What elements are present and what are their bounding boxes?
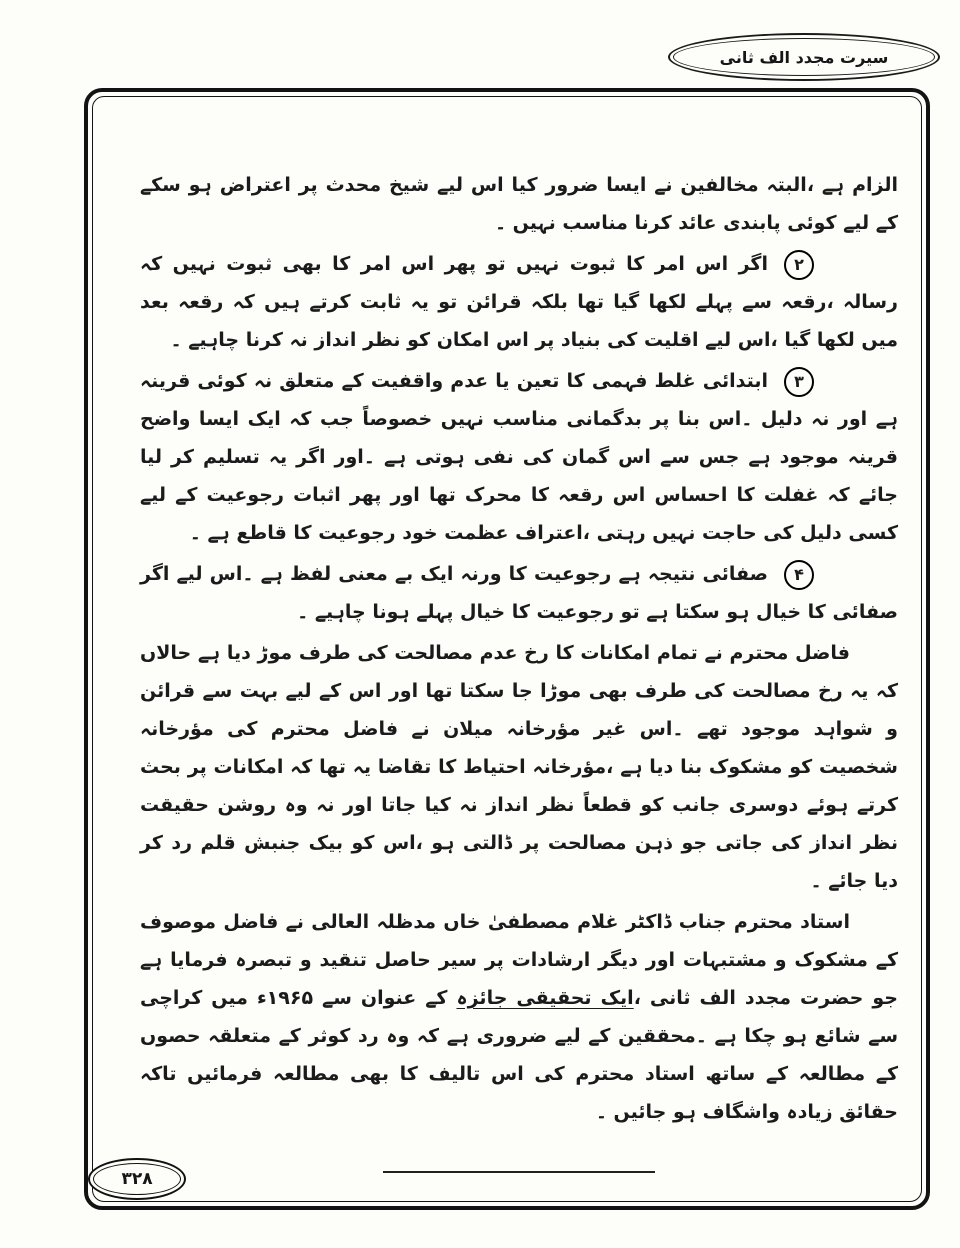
item-text-4: صفائی نتیجہ ہے رجوعیت کا ورنہ ایک بے معنی لفظ ہے ۔اس لیے اگر صفائی کا خیال ہو سکتا ہے تو رجوعیت کا خیال پہلے ہونا چاہیے ۔ [140,563,898,623]
body-text [140,166,898,1173]
item-number-badge-4: ۴ [784,560,814,590]
book-title: سیرت مجدد الف ثانی [673,38,935,76]
item-number-badge-3: ۳ [784,367,814,397]
intro-paragraph: الزام ہے ،البتہ مخالفین نے ایسا ضرور کیا اس لیے شیخ محدث پر اعتراض ہو سکے کے لیے کوئی پابندی عائد کرنا مناسب نہیں ۔ [140,174,898,234]
closing-paragraph-2 [140,903,898,1131]
item-text-2: اگر اس امر کا ثبوت نہیں تو پھر اس امر کا بھی ثبوت نہیں کہ رسالہ ،رقعہ سے پہلے لکھا گیا تھا بلکہ قرائن تو یہ ثابت کرتے ہیں کہ رقعہ بعد میں لکھا گیا ،اس لیے اقلیت کی بنیاد پر اس امکان کو نظر انداز نہ کرنا چاہیے ۔ [140,253,898,351]
list-item-3 [140,362,898,552]
separator-rule [383,1171,655,1173]
page-number-badge [88,1158,186,1200]
book-title-cartouche [668,33,940,81]
page-number: ۳۲۸ [93,1163,181,1195]
closing-paragraph-2-continuation: کے عنوان سے ۱۹۶۵ء میں کراچی سے شائع ہو چکا ہے ۔محققین کے لیے ضروری ہے کہ وہ رد کوثر کے متعلقہ حصوں کے مطالعہ کے ساتھ استاد محترم کی اس تالیف کا بھی مطالعہ فرمائیں تاکہ حقائق زیادہ واشگاف ہو جائیں ۔ [140,987,898,1123]
item-number-badge-2: ۲ [784,250,814,280]
list-item-4 [140,555,898,631]
closing-paragraph-1: فاضل محترم نے تمام امکانات کا رخ عدم مصالحت کی طرف موڑ دیا ہے حالاں کہ یہ رخ مصالحت کی طرف بھی موڑا جا سکتا تھا اور اس کے لیے بہت سے قرائن و شواہد موجود تھے ۔اس غیر مؤرخانہ میلان نے فاضل محترم کی مؤرخانہ شخصیت کو مشکوک بنا دیا ہے ،مؤرخانہ احتیاط کا تقاضا یہ تھا کہ امکانات پر بحث کرتے ہوئے دوسری جانب کو قطعاً نظر انداز نہ کیا جاتا اور نہ وہ روشن حقیقت نظر انداز کی جاتی جو ذہن مصالحت پر ڈالتی ہو ،اس کو بیک جنبش قلم رد کر دیا جائے ۔ [140,642,898,892]
list-item-2 [140,245,898,359]
item-text-3: ابتدائی غلط فہمی کا تعین یا عدم واقفیت کے متعلق نہ کوئی قرینہ ہے اور نہ دلیل ۔اس بنا پر بدگمانی مناسب نہیں خصوصاً جب کہ ایک ایسا واضح قرینہ موجود ہے جس سے اس گمان کی نفی ہوتی ہے ۔اور اگر یہ تسلیم کر لیا جائے کہ غفلت کا احساس اس رقعہ کا محرک تھا اور پھر اثبات رجوعیت کے لیے کسی دلیل کی حاجت نہیں رہتی ،اعتراف عظمت خود رجوعیت کا قاطع ہے ۔ [140,370,898,544]
closing-paragraph-2-text: استاد محترم جناب ڈاکٹر غلام مصطفیٰ خاں مدظلہ العالی نے فاضل موصوف کے مشکوک و مشتبہات اور دیگر ارشادات پر سیر حاصل تنقید و تبصرہ فرمایا ہے جو حضرت مجدد الف ثانی ، [140,911,898,1009]
underlined-book-reference: ایک تحقیقی جائزہ [456,987,634,1009]
